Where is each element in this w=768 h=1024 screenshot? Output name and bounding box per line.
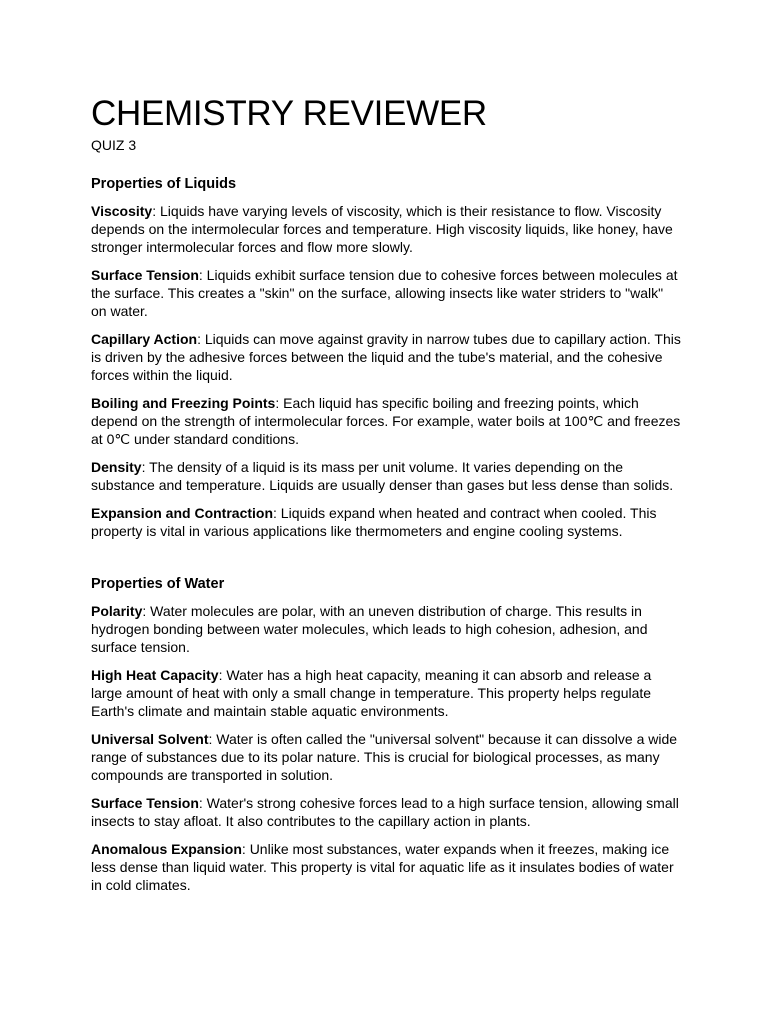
term-label: Capillary Action [91,331,198,347]
term-label: Viscosity [91,203,153,219]
paragraph-surface-tension-liquids [91,266,681,320]
term-description: : Liquids have varying levels of viscosity, which is their resistance to flow. Viscosity depends on the intermolecular forces and temperature. High viscosity liquids, like honey, have stronger intermolecular forces and flow more slowly. [91,203,673,255]
section-heading-liquids: Properties of Liquids [91,176,237,192]
document-page [91,94,681,904]
term-label: Density [91,459,142,475]
term-description: : Liquids exhibit surface tension due to cohesive forces between molecules at the surface. This creates a "skin" on the surface, allowing insects like water striders to "walk" on water. [91,267,678,319]
term-description: : Water has a high heat capacity, meaning it can absorb and release a large amount of heat with only a small change in temperature. This property helps regulate Earth's climate and maintain stable aquatic environments. [91,667,652,719]
paragraph-capillary-action [91,330,681,384]
paragraph-boiling-freezing [91,394,681,448]
section-heading-water: Properties of Water [91,576,225,592]
term-description: : Unlike most substances, water expands when it freezes, making ice less dense than liquid water. This property is vital for aquatic life as it insulates bodies of water in cold climates. [91,841,674,893]
term-label: Surface Tension [91,267,199,283]
term-label: Polarity [91,603,143,619]
term-label: Boiling and Freezing Points [91,395,276,411]
document-subtitle: QUIZ 3 [91,137,137,153]
paragraph-expansion-contraction [91,504,681,540]
paragraph-heat-capacity [91,666,681,720]
term-description: : Liquids can move against gravity in narrow tubes due to capillary action. This is driven by the adhesive forces between the liquid and the tube's material, and the cohesive forces within the liquid. [91,331,681,383]
paragraph-anomalous-expansion [91,840,681,894]
paragraph-polarity [91,602,681,656]
paragraph-universal-solvent [91,730,681,784]
term-description: : Liquids expand when heated and contract when cooled. This property is vital in various applications like thermometers and engine cooling systems. [91,505,657,539]
term-label: Surface Tension [91,795,199,811]
paragraph-density [91,458,681,494]
paragraph-viscosity [91,202,681,256]
term-description: : Each liquid has specific boiling and freezing points, which depend on the strength of intermolecular forces. For example, water boils at 100℃ and freezes at 0℃ under standard conditions. [91,395,681,447]
term-label: High Heat Capacity [91,667,219,683]
term-description: : Water is often called the "universal solvent" because it can dissolve a wide range of substances due to its polar nature. This is crucial for biological processes, as many compounds are transported in solution. [91,731,678,783]
term-description: : Water's strong cohesive forces lead to a high surface tension, allowing small insects to stay afloat. It also contributes to the capillary action in plants. [91,795,679,829]
term-label: Expansion and Contraction [91,505,274,521]
term-description: : Water molecules are polar, with an uneven distribution of charge. This results in hydrogen bonding between water molecules, which leads to high cohesion, adhesion, and surface tension. [91,603,648,655]
term-label: Universal Solvent [91,731,209,747]
term-description: : The density of a liquid is its mass per unit volume. It varies depending on the substance and temperature. Liquids are usually denser than gases but less dense than solids. [91,459,674,493]
document-title: CHEMISTRY REVIEWER [91,94,487,133]
term-label: Anomalous Expansion [91,841,242,857]
paragraph-surface-tension-water [91,794,681,830]
